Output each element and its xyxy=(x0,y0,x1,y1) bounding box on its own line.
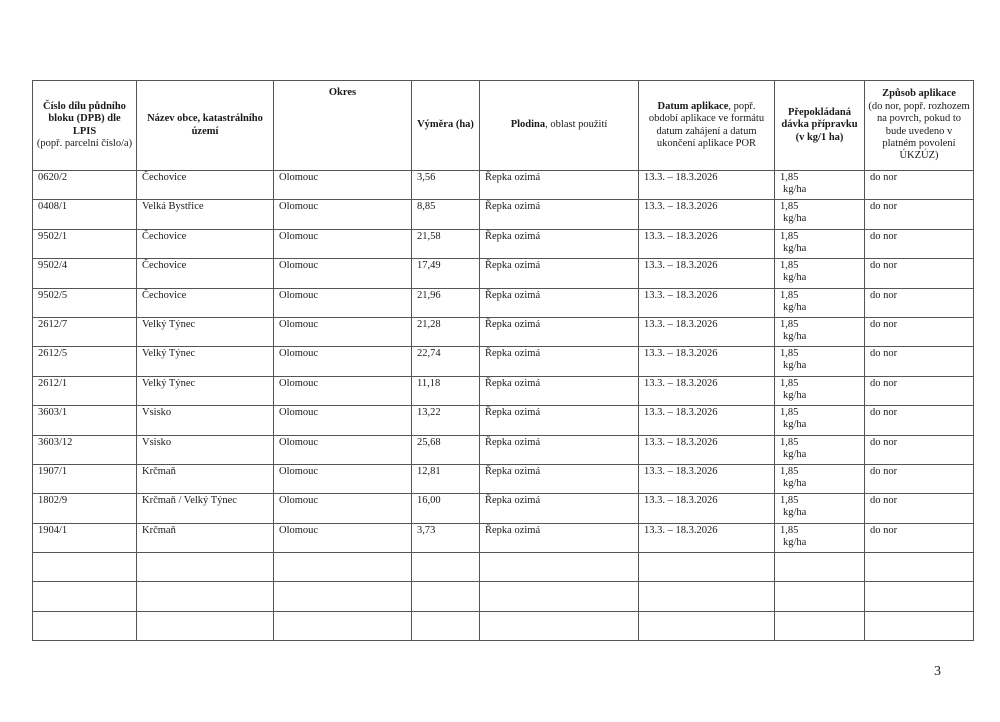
header-dose-label: Přepokládaná dávka přípravku (v kg/1 ha) xyxy=(781,106,858,143)
cell-method: do nor xyxy=(865,523,974,552)
cell-area: 16,00 xyxy=(412,494,480,523)
page-number: 3 xyxy=(934,664,941,679)
cell-dose-unit: kg/ha xyxy=(783,419,807,431)
cell-plot: 3603/1 xyxy=(33,406,137,435)
cell-method: do nor xyxy=(865,435,974,464)
cell-date: 13.3. – 18.3.2026 xyxy=(639,171,775,200)
cell-date: 13.3. – 18.3.2026 xyxy=(639,494,775,523)
cell-method: do nor xyxy=(865,171,974,200)
empty-cell xyxy=(33,611,137,640)
cell-municipality: Velký Týnec xyxy=(137,347,274,376)
cell-dose-unit: kg/ha xyxy=(783,242,807,254)
cell-date: 13.3. – 18.3.2026 xyxy=(639,376,775,405)
cell-plot: 2612/7 xyxy=(33,317,137,346)
table-row xyxy=(33,229,974,258)
header-plot xyxy=(33,81,137,171)
cell-municipality: Čechovice xyxy=(137,259,274,288)
header-crop-bold: Plodina xyxy=(510,119,546,131)
cell-plot: 0620/2 xyxy=(33,171,137,200)
cell-municipality: Čechovice xyxy=(137,171,274,200)
cell-area: 21,96 xyxy=(412,288,480,317)
table-row xyxy=(33,347,974,376)
cell-district: Olomouc xyxy=(274,200,412,229)
table-row xyxy=(33,464,974,493)
table-header-row xyxy=(33,81,974,171)
header-area-label: Výměra (ha) xyxy=(417,119,474,131)
cell-dose xyxy=(775,376,865,405)
table-row xyxy=(33,259,974,288)
cell-dose-value: 1,85 xyxy=(780,436,799,448)
cell-district: Olomouc xyxy=(274,229,412,258)
cell-dose-value: 1,85 xyxy=(780,348,799,360)
header-method xyxy=(865,81,974,171)
empty-cell xyxy=(639,553,775,582)
cell-municipality: Krčmaň xyxy=(137,464,274,493)
cell-district: Olomouc xyxy=(274,259,412,288)
empty-cell xyxy=(639,582,775,611)
empty-cell xyxy=(274,582,412,611)
cell-dose-unit: kg/ha xyxy=(783,536,807,548)
cell-dose xyxy=(775,171,865,200)
cell-crop: Řepka ozimá xyxy=(480,317,639,346)
cell-dose-unit: kg/ha xyxy=(783,389,807,401)
cell-area: 3,56 xyxy=(412,171,480,200)
cell-municipality: Velký Týnec xyxy=(137,317,274,346)
cell-dose-value: 1,85 xyxy=(780,465,799,477)
cell-district: Olomouc xyxy=(274,288,412,317)
header-crop-normal: , oblast použití xyxy=(545,119,608,131)
table-row xyxy=(33,435,974,464)
cell-dose-unit: kg/ha xyxy=(783,477,807,489)
cell-dose-value: 1,85 xyxy=(780,230,799,242)
cell-municipality: Čechovice xyxy=(137,229,274,258)
cell-date: 13.3. – 18.3.2026 xyxy=(639,347,775,376)
cell-dose-unit: kg/ha xyxy=(783,272,807,284)
header-date-normal: , popř. období aplikace ve formátu datum zahájení a datum ukončení aplikace POR xyxy=(648,100,765,149)
cell-district: Olomouc xyxy=(274,171,412,200)
cell-method: do nor xyxy=(865,259,974,288)
parcel-table xyxy=(32,80,974,641)
cell-dose-unit: kg/ha xyxy=(783,360,807,372)
cell-crop: Řepka ozimá xyxy=(480,200,639,229)
cell-date: 13.3. – 18.3.2026 xyxy=(639,288,775,317)
cell-plot: 9502/4 xyxy=(33,259,137,288)
cell-municipality: Vsisko xyxy=(137,406,274,435)
cell-method: do nor xyxy=(865,376,974,405)
empty-cell xyxy=(137,582,274,611)
empty-table-row xyxy=(33,582,974,611)
cell-dose-value: 1,85 xyxy=(780,318,799,330)
table-row xyxy=(33,317,974,346)
header-municipality-label: Název obce, katastrálního území xyxy=(147,113,263,137)
cell-dose-value: 1,85 xyxy=(780,260,799,272)
empty-table-row xyxy=(33,611,974,640)
cell-dose xyxy=(775,406,865,435)
cell-district: Olomouc xyxy=(274,406,412,435)
cell-dose-value: 1,85 xyxy=(780,495,799,507)
header-district-label: Okres xyxy=(328,87,357,98)
header-municipality xyxy=(137,81,274,171)
cell-dose-value: 1,85 xyxy=(780,524,799,536)
table-row xyxy=(33,523,974,552)
cell-district: Olomouc xyxy=(274,464,412,493)
empty-cell xyxy=(865,553,974,582)
cell-dose xyxy=(775,464,865,493)
empty-cell xyxy=(775,582,865,611)
empty-cell xyxy=(480,611,639,640)
empty-cell xyxy=(412,611,480,640)
cell-dose-value: 1,85 xyxy=(780,407,799,419)
table-row xyxy=(33,200,974,229)
empty-table-row xyxy=(33,553,974,582)
cell-plot: 1802/9 xyxy=(33,494,137,523)
cell-district: Olomouc xyxy=(274,523,412,552)
cell-dose-value: 1,85 xyxy=(780,201,799,213)
empty-cell xyxy=(480,553,639,582)
cell-area: 3,73 xyxy=(412,523,480,552)
header-date xyxy=(639,81,775,171)
empty-cell xyxy=(412,582,480,611)
empty-cell xyxy=(865,611,974,640)
cell-dose xyxy=(775,259,865,288)
cell-area: 25,68 xyxy=(412,435,480,464)
cell-crop: Řepka ozimá xyxy=(480,464,639,493)
cell-crop: Řepka ozimá xyxy=(480,376,639,405)
table-row xyxy=(33,406,974,435)
cell-plot: 2612/1 xyxy=(33,376,137,405)
cell-municipality: Velký Týnec xyxy=(137,376,274,405)
empty-cell xyxy=(639,611,775,640)
empty-cell xyxy=(865,582,974,611)
cell-district: Olomouc xyxy=(274,376,412,405)
empty-cell xyxy=(33,582,137,611)
empty-cell xyxy=(775,611,865,640)
cell-plot: 9502/1 xyxy=(33,229,137,258)
cell-crop: Řepka ozimá xyxy=(480,229,639,258)
cell-method: do nor xyxy=(865,229,974,258)
cell-date: 13.3. – 18.3.2026 xyxy=(639,435,775,464)
cell-crop: Řepka ozimá xyxy=(480,347,639,376)
cell-crop: Řepka ozimá xyxy=(480,171,639,200)
cell-date: 13.3. – 18.3.2026 xyxy=(639,406,775,435)
cell-district: Olomouc xyxy=(274,347,412,376)
cell-dose xyxy=(775,288,865,317)
cell-dose xyxy=(775,200,865,229)
cell-dose-unit: kg/ha xyxy=(783,507,807,519)
table-row xyxy=(33,288,974,317)
cell-area: 13,22 xyxy=(412,406,480,435)
empty-cell xyxy=(775,553,865,582)
cell-plot: 0408/1 xyxy=(33,200,137,229)
cell-municipality: Krčmaň xyxy=(137,523,274,552)
cell-crop: Řepka ozimá xyxy=(480,435,639,464)
cell-date: 13.3. – 18.3.2026 xyxy=(639,317,775,346)
table-row xyxy=(33,376,974,405)
table-body xyxy=(33,171,974,641)
cell-plot: 9502/5 xyxy=(33,288,137,317)
cell-method: do nor xyxy=(865,317,974,346)
cell-plot: 3603/12 xyxy=(33,435,137,464)
empty-cell xyxy=(33,553,137,582)
cell-date: 13.3. – 18.3.2026 xyxy=(639,523,775,552)
cell-dose xyxy=(775,494,865,523)
empty-cell xyxy=(274,611,412,640)
cell-dose-value: 1,85 xyxy=(780,377,799,389)
cell-district: Olomouc xyxy=(274,494,412,523)
cell-date: 13.3. – 18.3.2026 xyxy=(639,229,775,258)
empty-cell xyxy=(274,553,412,582)
cell-method: do nor xyxy=(865,494,974,523)
cell-municipality: Vsisko xyxy=(137,435,274,464)
cell-date: 13.3. – 18.3.2026 xyxy=(639,259,775,288)
cell-dose xyxy=(775,523,865,552)
header-date-bold: Datum aplikace xyxy=(657,100,729,112)
cell-dose-unit: kg/ha xyxy=(783,213,807,225)
cell-municipality: Velká Bystřice xyxy=(137,200,274,229)
cell-plot: 1904/1 xyxy=(33,523,137,552)
cell-dose-unit: kg/ha xyxy=(783,448,807,460)
cell-date: 13.3. – 18.3.2026 xyxy=(639,200,775,229)
cell-method: do nor xyxy=(865,347,974,376)
cell-dose-value: 1,85 xyxy=(780,172,799,183)
cell-dose xyxy=(775,317,865,346)
cell-area: 8,85 xyxy=(412,200,480,229)
empty-cell xyxy=(137,611,274,640)
header-plot-normal: (popř. parcelní číslo/a) xyxy=(36,137,133,149)
cell-district: Olomouc xyxy=(274,435,412,464)
cell-area: 11,18 xyxy=(412,376,480,405)
cell-crop: Řepka ozimá xyxy=(480,406,639,435)
cell-dose-unit: kg/ha xyxy=(783,301,807,313)
header-dose xyxy=(775,81,865,171)
cell-municipality: Čechovice xyxy=(137,288,274,317)
cell-district: Olomouc xyxy=(274,317,412,346)
cell-area: 21,58 xyxy=(412,229,480,258)
cell-dose xyxy=(775,229,865,258)
cell-method: do nor xyxy=(865,464,974,493)
empty-cell xyxy=(412,553,480,582)
table-row xyxy=(33,494,974,523)
cell-crop: Řepka ozimá xyxy=(480,494,639,523)
header-method-normal: (do nor, popř. rozhozem na povrch, pokud to bude uvedeno v platném povolení ÚKZÚZ) xyxy=(868,100,970,162)
cell-method: do nor xyxy=(865,200,974,229)
empty-cell xyxy=(137,553,274,582)
cell-plot: 1907/1 xyxy=(33,464,137,493)
cell-dose-value: 1,85 xyxy=(780,289,799,301)
cell-method: do nor xyxy=(865,406,974,435)
header-district xyxy=(274,81,412,171)
table-row xyxy=(33,171,974,200)
cell-dose xyxy=(775,347,865,376)
cell-crop: Řepka ozimá xyxy=(480,259,639,288)
cell-dose xyxy=(775,435,865,464)
header-area xyxy=(412,81,480,171)
cell-area: 12,81 xyxy=(412,464,480,493)
cell-crop: Řepka ozimá xyxy=(480,523,639,552)
cell-area: 21,28 xyxy=(412,317,480,346)
cell-area: 22,74 xyxy=(412,347,480,376)
cell-municipality: Krčmaň / Velký Týnec xyxy=(137,494,274,523)
header-crop xyxy=(480,81,639,171)
cell-date: 13.3. – 18.3.2026 xyxy=(639,464,775,493)
cell-method: do nor xyxy=(865,288,974,317)
cell-dose-unit: kg/ha xyxy=(783,330,807,342)
cell-plot: 2612/5 xyxy=(33,347,137,376)
cell-dose-unit: kg/ha xyxy=(783,184,807,195)
empty-cell xyxy=(480,582,639,611)
cell-crop: Řepka ozimá xyxy=(480,288,639,317)
header-plot-bold: Číslo dílu půdního bloku (DPB) dle LPIS xyxy=(43,100,126,137)
header-method-bold: Způsob aplikace xyxy=(882,88,956,100)
cell-area: 17,49 xyxy=(412,259,480,288)
